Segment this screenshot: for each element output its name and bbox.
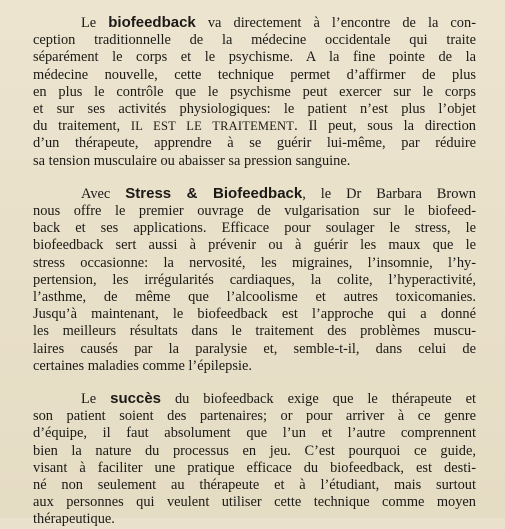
- text-line: [33, 289, 476, 306]
- text-line: [33, 220, 476, 237]
- text-line: [33, 408, 476, 425]
- text-line: [33, 443, 476, 460]
- text-line: [33, 237, 476, 254]
- text-run: l’asthme, de même que l’alcoolisme et autres toxicomanies.: [33, 289, 476, 306]
- text-line: [33, 49, 476, 66]
- text-run: d’équipe, il faut absolument que l’un et l’autre comprennent: [33, 425, 476, 442]
- text-run: médecine nouvelle, cette technique permet d’affirmer de plus: [33, 66, 476, 83]
- text-run: pertension, les irrégularités cardiaques, la colite, l’hyperactivité,: [33, 271, 476, 288]
- paragraph-1: [33, 14, 476, 170]
- text-line: [33, 511, 476, 528]
- text-line: [33, 101, 476, 118]
- text-line: [33, 390, 476, 408]
- text-run: aux personnes qui veulent utiliser cette technique comme moyen: [33, 494, 476, 511]
- text-line: [33, 67, 476, 84]
- text-run: va directement à l’encontre de la con-: [195, 15, 476, 31]
- text-line: [33, 14, 476, 32]
- text-run: back et ses applications. Efficace pour soulager le stress, le: [33, 220, 476, 237]
- text-line: [33, 323, 476, 340]
- text-run: certaines maladies comme l’épilepsie.: [33, 357, 252, 374]
- text-line: [33, 32, 476, 49]
- text-line: [33, 494, 476, 511]
- text-line: [33, 272, 476, 289]
- text-run: nous offre le premier ouvrage de vulgarisation sur le biofeed-: [33, 203, 476, 220]
- text-run: du biofeedback exige que le thérapeute et: [161, 391, 477, 408]
- text-run: ception traditionnelle de la médecine occidentale qui traite: [33, 32, 476, 49]
- text-run: son patient soient des partenaires; or pour arriver à ce genre: [33, 408, 476, 425]
- text-run: biofeedback sert aussi à prévenir ou à guérir les maux que le: [33, 237, 476, 254]
- text-run: séparément le corps et le psychisme. A la fine pointe de la: [33, 49, 476, 66]
- text-run: d’un thérapeute, apprendre à se guérir lui-même, par réduire: [33, 135, 476, 152]
- text-line: [33, 425, 476, 442]
- small-caps-text: IL EST LE TRAITEMENT: [130, 119, 295, 134]
- text-line: [33, 460, 476, 477]
- text-run: Le: [81, 15, 109, 31]
- text-run: bien la nature du processus en jeu. C’est pourquoi ce guide,: [33, 442, 476, 459]
- text-run: stress occasionne: la nervosité, les migraines, l’insomnie, l’hy-: [33, 254, 476, 271]
- text-line: [33, 306, 476, 323]
- text-line: [33, 185, 476, 203]
- text-run: et sur ses activités physiologiques: le patient n’est plus l’objet: [33, 101, 476, 118]
- text-run: , le Dr Barbara Brown: [302, 185, 476, 202]
- text-run: les meilleurs résultats dans le traitement des problèmes muscu-: [33, 323, 476, 340]
- text-run: Le: [81, 391, 111, 408]
- text-line: [33, 341, 476, 358]
- text-line: [33, 84, 476, 101]
- text-run: du traitement,: [33, 118, 131, 135]
- text-line: [33, 153, 476, 170]
- text-line: [33, 255, 476, 272]
- text-line: [33, 358, 476, 375]
- text-line: [33, 118, 476, 135]
- text-line: [33, 135, 476, 152]
- text-line: [33, 477, 476, 494]
- paragraph-3: [33, 390, 476, 529]
- keyword-emphasis: biofeedback: [108, 14, 196, 31]
- text-run: visant à faciliter une pratique efficace du biofeedback, est desti-: [33, 459, 476, 476]
- text-run: laires causés par la paralysie et, semble-t-il, dans celui de: [33, 340, 476, 357]
- text-line: [33, 203, 476, 220]
- keyword-emphasis: succès: [110, 390, 162, 408]
- text-run: thérapeutique.: [33, 511, 115, 528]
- text-run: Jusqu’à maintenant, le biofeedback est l’approche qui a donné: [33, 306, 476, 323]
- text-run: né non seulement au thérapeute et à l’étudiant, mais surtout: [33, 477, 476, 494]
- paragraph-2: [33, 185, 476, 375]
- text-run: . Il peut, sous la direction: [294, 118, 476, 135]
- text-run: Avec: [81, 185, 126, 202]
- text-run: en plus le contrôle que le psychisme peut exercer sur le corps: [33, 83, 476, 100]
- keyword-emphasis: Stress & Biofeedback: [125, 184, 303, 202]
- text-run: sa tension musculaire ou abaisser sa pression sanguine.: [33, 152, 351, 169]
